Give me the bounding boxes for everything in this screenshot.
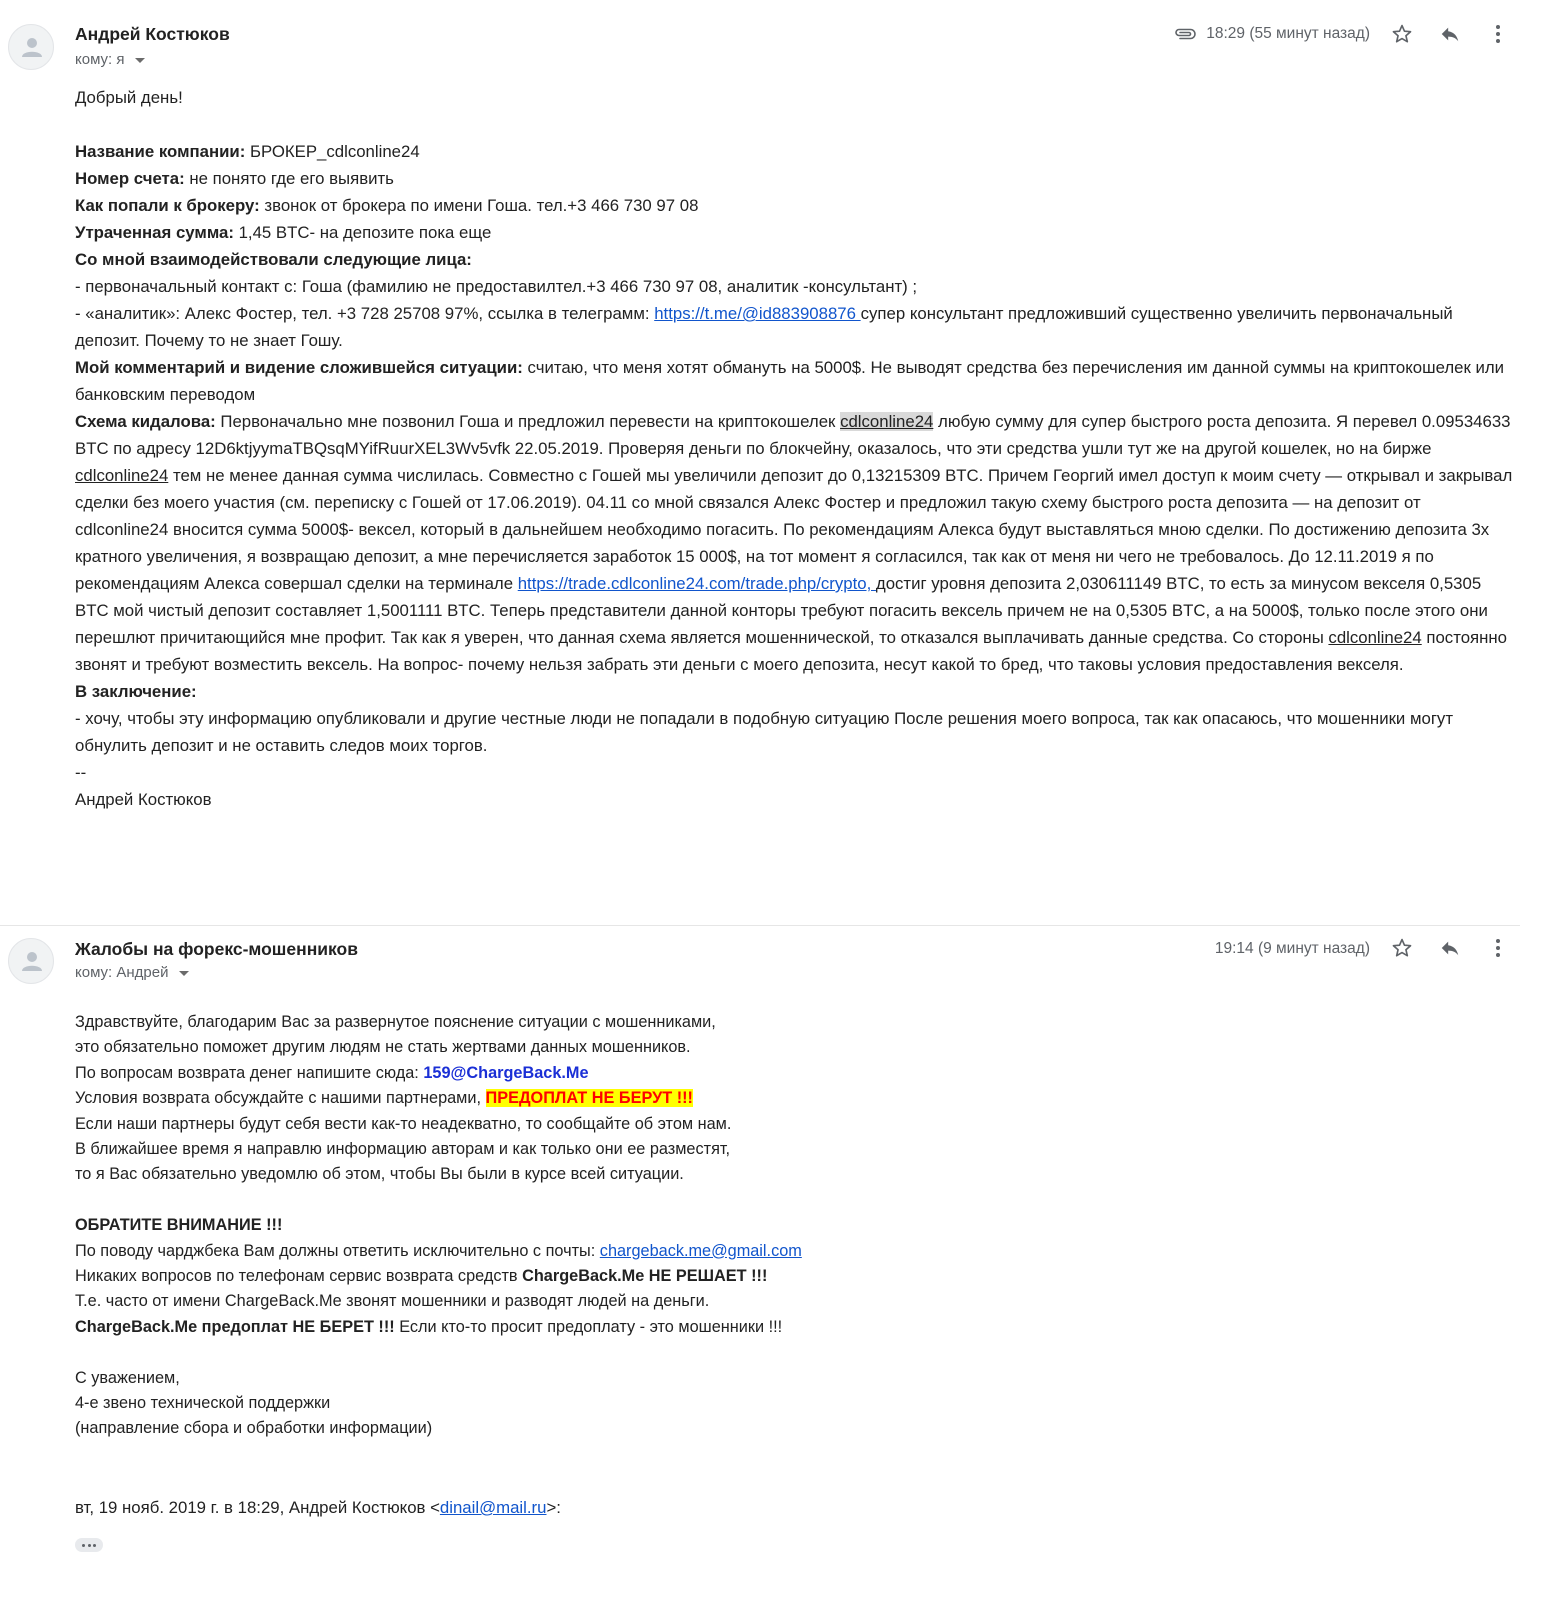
message-body [75, 1010, 1515, 1442]
team-name: 4-е звено технической поддержки [75, 1394, 331, 1413]
star-button[interactable] [1390, 936, 1414, 960]
body-line: Если наши партнеры будут себя вести как-то неадекватно, то сообщайте об этом нам. [75, 1114, 732, 1133]
conclusion-heading: В заключение: [75, 682, 197, 701]
attention-heading: ОБРАТИТЕ ВНИМАНИЕ !!! [75, 1216, 283, 1235]
sender-name[interactable]: Жалобы на форекс-мошенников [75, 939, 358, 959]
recipients-label: кому: я [75, 51, 125, 68]
more-vert-icon [1495, 938, 1501, 958]
star-icon [1391, 937, 1413, 959]
expand-caret-icon[interactable] [135, 58, 145, 63]
highlighted-broker-name[interactable]: cdlconline24 [840, 412, 934, 431]
comment-line: Мой комментарий и видение сложившейся ситуации: считаю, что меня хотят обмануть на 5000$. Не выводят средства без перечисления им данной суммы на криптокошелек или банковским переводом [75, 358, 1505, 404]
email-message-2 [0, 926, 1520, 1614]
prepay-warning-line: ChargeBack.Me предоплат НЕ БЕРЕТ !!! Если кто-то просит предоплату - это мошенники !!! [75, 1317, 783, 1336]
phone-warning-line: Никаких вопросов по телефонам сервис возврата средств ChargeBack.Me НЕ РЕШАЕТ !!! [75, 1267, 768, 1286]
signature-separator: -- [75, 763, 87, 782]
body-line: Т.е. часто от имени ChargeBack.Me звонят мошенники и разводят людей на деньги. [75, 1292, 710, 1311]
persons-heading: Со мной взаимодействовали следующие лица: [75, 250, 472, 269]
chargeback-email[interactable]: 159@ChargeBack.Me [423, 1063, 589, 1082]
signature: Андрей Костюков [75, 790, 212, 809]
sender-email-link[interactable]: dinail@mail.ru [439, 1498, 547, 1517]
star-button[interactable] [1390, 22, 1414, 46]
body-line: В ближайшее время я направлю информацию авторам и как только они ее разместят, [75, 1140, 731, 1159]
lost-line: Утраченная сумма: 1,45 BTC- на депозите пока еще [75, 223, 492, 242]
trade-terminal-link[interactable]: https://trade.cdlconline24.com/trade.php/crypto, [517, 574, 876, 593]
recipients-label: кому: Андрей [75, 964, 169, 981]
recipients-toggle[interactable] [75, 964, 189, 981]
scheme-paragraph: Схема кидалова: Первоначально мне позвонил Гоша и предложил перевести на криптокошелек cdlconline24 любую сумму для супер быстрого роста депозита. Я перевел 0.09534633 BTC по адресу 12D6ktjyymaTBQsqMYifRuurXEL3Wv5vfk 22.05.2019. Проверяя деньги по блокчейну, оказалось, что эти средства ушли тут же на другой кошелек, но на бирже cdlconline24 тем не менее данная сумма числилась. Совместно с Гошей мы увеличили депозит до 0,13215309 BTC. Причем Георгий имел доступ к моим счету — открывал и закрывал сделки без моего участия (см. переписку с Гошей от 17.06.2019). 04.11 со мной связался Алекс Фостер и предложил такую схему быстрого роста депозита — на депозит от cdlconline24 вносится сумма 5000$- вексел, который в дальнейшем необходимо погасить. По рекомендациям Алекса будут выставляться мною сделки. По достижению депозита 3х кратного увеличения, я возвращаю депозит, а мне перечисляется заработок 15 000$, на тот момент я согласился, так как от меня ни чего не требовалось. До 12.11.2019 я по рекомендациям Алекса совершал сделки на терминале https://trade.cdlconline24.com/trade.php/crypto, достиг уровня депозита 2,030611149 BTC, то есть за минусом векселя 0,5305 BTC мой чистый депозит составляет 1,5001111 BTC. Теперь представители данной конторы требуют погасить вексель причем не на 0,5305 BTC, а на 5000$, только после этого они перешлют причитающийся мне профит. Так как я уверен, что данная схема является мошеннической, то отказался выплачивать данные средства. Со стороны cdlconline24 постоянно звонят и требуют возместить вексель. На вопрос- почему нельзя забрать эти деньги с моего депозита, несут какой то бред, что таковы условия предоставления векселя. [75, 412, 1513, 674]
how-line: Как попали к брокеру: звонок от брокера по имени Гоша. тел.+3 466 730 97 08 [75, 196, 699, 215]
official-mail-line: По поводу чарджбека Вам должны ответить исключительно с почты: chargeback.me@gmail.com [75, 1241, 802, 1260]
reply-button[interactable] [1438, 22, 1462, 46]
message-time: 18:29 (55 минут назад) [1206, 25, 1370, 42]
sender-name[interactable]: Андрей Костюков [75, 24, 230, 44]
broker-name-underlined[interactable]: cdlconline24 [1328, 628, 1422, 647]
avatar-icon [20, 35, 44, 61]
message-body [75, 84, 1515, 813]
account-line: Номер счета: не понято где его выявить [75, 169, 394, 188]
attachment-icon [1174, 28, 1196, 40]
broker-name-underlined[interactable]: cdlconline24 [75, 466, 169, 485]
regards: С уважением, [75, 1368, 180, 1387]
recipients-toggle[interactable] [75, 51, 145, 68]
message-actions [1390, 22, 1510, 46]
expand-caret-icon[interactable] [179, 971, 189, 976]
more-options-button[interactable] [1486, 936, 1510, 960]
reply-icon [1439, 937, 1461, 959]
more-options-button[interactable] [1486, 22, 1510, 46]
avatar[interactable] [8, 24, 54, 70]
conclusion-text: - хочу, чтобы эту информацию опубликовали и другие честные люди не попадали в подобную ситуацию После решения моего вопроса, так как опасаюсь, что мошенники могут обнулить депозит и не оставить следов моих торгов. [75, 709, 1454, 755]
person-2-line: - «аналитик»: Алекс Фостер, тел. +3 728 25708 97%, ссылка в телеграмм: https://t.me/@id883908876 супер консультант предложивший существенно увеличить первоначальный депозит. Почему то не знает Гошу. [75, 304, 1453, 350]
more-vert-icon [1495, 24, 1501, 44]
avatar[interactable] [8, 938, 54, 984]
department: (направление сбора и обработки информации) [75, 1419, 433, 1438]
message-meta [1174, 25, 1370, 43]
chargeback-gmail-link[interactable]: chargeback.me@gmail.com [599, 1241, 802, 1260]
message-actions [1390, 936, 1510, 960]
telegram-link[interactable]: https://t.me/@id883908876 [654, 304, 861, 323]
show-trimmed-content-button[interactable] [75, 1538, 103, 1552]
reply-icon [1439, 23, 1461, 45]
quoted-message-header: вт, 19 нояб. 2019 г. в 18:29, Андрей Костюков <dinail@mail.ru>: [75, 1498, 561, 1517]
message-time: 19:14 (9 минут назад) [1214, 940, 1370, 957]
reply-button[interactable] [1438, 936, 1462, 960]
message-meta [1215, 940, 1370, 958]
no-prepay-warning: ПРЕДОПЛАТ НЕ БЕРУТ !!! [485, 1089, 693, 1108]
greeting: Добрый день! [75, 88, 183, 107]
body-line: Здравствуйте, благодарим Вас за развернутое пояснение ситуации с мошенниками, [75, 1013, 716, 1031]
contact-line: По вопросам возврата денег напишите сюда: 159@ChargeBack.Me [75, 1063, 589, 1082]
star-icon [1391, 23, 1413, 45]
company-line: Название компании: БРОКЕР_cdlconline24 [75, 142, 420, 161]
body-line: то я Вас обязательно уведомлю об этом, чтобы Вы были в курсе всей ситуации. [75, 1165, 684, 1184]
avatar-icon [20, 949, 44, 975]
show-trimmed-icon [82, 1544, 85, 1547]
body-line: это обязательно поможет другим людям не стать жертвами данных мошенников. [75, 1038, 691, 1057]
person-1-line: - первоначальный контакт с: Гоша (фамилию не предоставилтел.+3 466 730 97 08, аналитик -консультант) ; [75, 277, 918, 296]
prepay-line: Условия возврата обсуждайте с нашими партнерами, ПРЕДОПЛАТ НЕ БЕРУТ !!! [75, 1089, 693, 1108]
